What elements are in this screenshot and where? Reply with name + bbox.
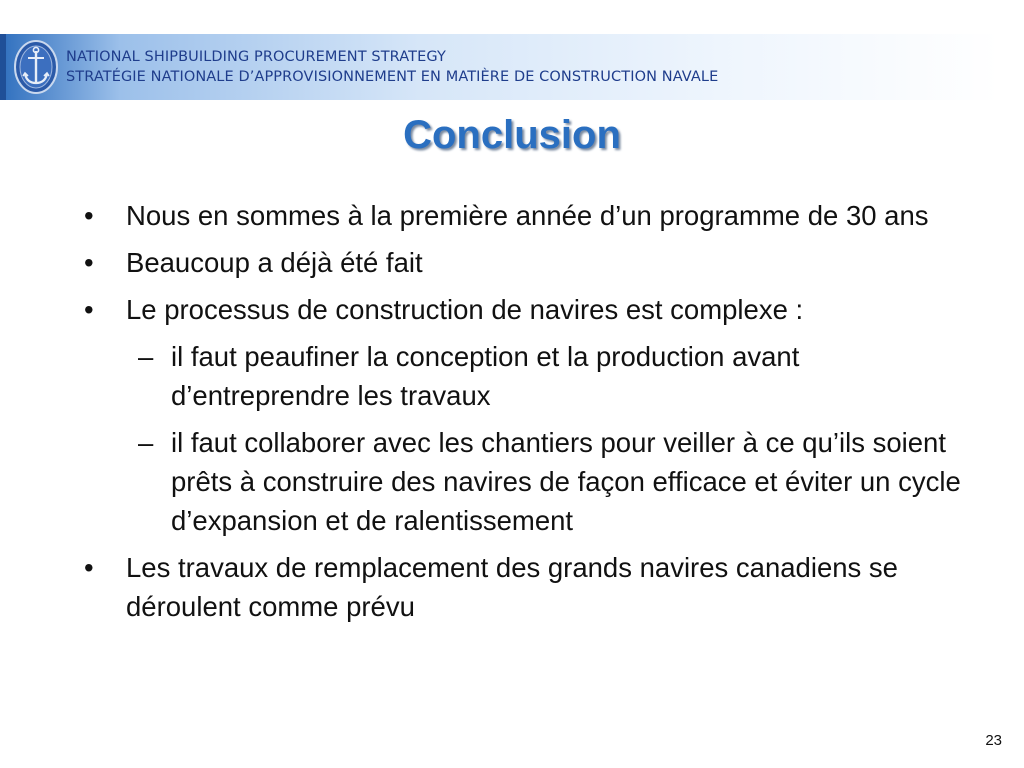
bullet-marker: • [84, 552, 94, 583]
dash-marker: – [138, 427, 154, 458]
bullet-text: Le processus de construction de navires est complexe : [126, 294, 804, 325]
sub-bullet-text: il faut collaborer avec les chantiers pour veiller à ce qu’ils soient prêts à construire des navires de façon efficace et éviter un cycle d’expansion et de ralentissement [171, 427, 961, 536]
bullet-item [84, 243, 964, 282]
dash-marker: – [138, 341, 154, 372]
anchor-emblem-icon [13, 38, 59, 96]
bullet-item [84, 290, 964, 329]
bullet-item [84, 548, 964, 626]
header-text [66, 47, 718, 87]
sub-bullet-item [138, 337, 964, 415]
sub-bullet-text: il faut peaufiner la conception et la production avant d’entreprendre les travaux [171, 341, 800, 411]
bullet-marker: • [84, 247, 94, 278]
header-line-english: NATIONAL SHIPBUILDING PROCUREMENT STRATEGY [66, 49, 446, 65]
sub-bullet-item [138, 423, 964, 540]
bullet-text: Les travaux de remplacement des grands navires canadiens se déroulent comme prévu [126, 552, 898, 622]
page-number: 23 [985, 732, 1002, 749]
bullet-item [84, 196, 964, 235]
bullet-list [84, 196, 964, 634]
bullet-text: Nous en sommes à la première année d’un programme de 30 ans [126, 200, 929, 231]
bullet-marker: • [84, 294, 94, 325]
bullet-text: Beaucoup a déjà été fait [126, 247, 423, 278]
slide-title: Conclusion [403, 113, 621, 157]
bullet-marker: • [84, 200, 94, 231]
header-line-french: STRATÉGIE NATIONALE D’APPROVISIONNEMENT EN MATIÈRE DE CONSTRUCTION NAVALE [66, 69, 719, 85]
